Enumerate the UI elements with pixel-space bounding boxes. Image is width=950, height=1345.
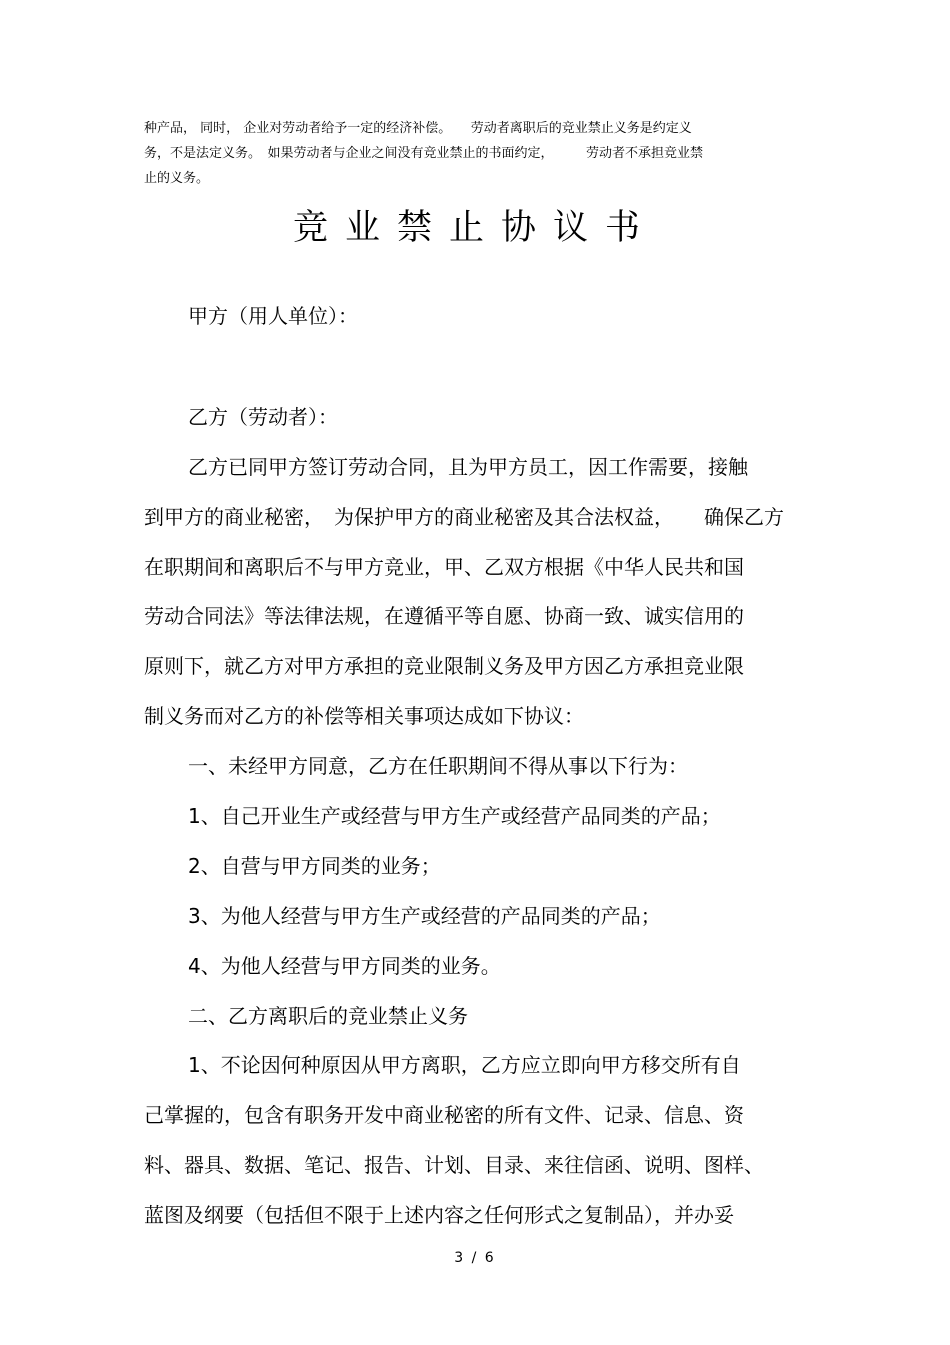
section-2-item-line: 料、器具、数据、笔记、报告、计划、目录、来往信函、说明、图样、 xyxy=(144,1153,764,1177)
header-note-line-1: 种产品， 同时， 企业对劳动者给予一定的经济补偿。 劳动者离职后的竞业禁止义务是约定义 xyxy=(144,121,692,136)
section-2-heading: 二、乙方离职后的竞业禁止义务 xyxy=(188,1004,468,1028)
section-1-item: 2、自营与甲方同类的业务； xyxy=(188,854,441,878)
section-1-item: 4、为他人经营与甲方同类的业务。 xyxy=(188,954,501,978)
document-title: 竞业禁止协议书 xyxy=(292,208,657,248)
section-2-item-line: 1、不论因何种原因从甲方离职，乙方应立即向甲方移交所有自 xyxy=(188,1053,741,1077)
preamble-line: 原则下，就乙方对甲方承担的竞业限制义务及甲方因乙方承担竞业限 xyxy=(144,654,744,678)
party-a-label: 甲方（用人单位）： xyxy=(188,304,358,328)
header-note-line-3: 止的义务。 xyxy=(144,171,210,186)
section-1-item: 1、自己开业生产或经营与甲方生产或经营产品同类的产品； xyxy=(188,804,721,828)
header-note-line-2: 务，不是法定义务。 如果劳动者与企业之间没有竞业禁止的书面约定， 劳动者不承担竞业禁 xyxy=(144,146,704,161)
preamble-line: 到甲方的商业秘密， 为保护甲方的商业秘密及其合法权益， 确保乙方 xyxy=(144,505,784,529)
preamble-line: 在职期间和离职后不与甲方竞业，甲、乙双方根据《中华人民共和国 xyxy=(144,555,744,579)
preamble-line: 劳动合同法》等法律法规，在遵循平等自愿、协商一致、诚实信用的 xyxy=(144,604,744,628)
section-2-item-line: 己掌握的，包含有职务开发中商业秘密的所有文件、记录、信息、资 xyxy=(144,1103,744,1127)
section-1-heading: 一、未经甲方同意，乙方在任职期间不得从事以下行为： xyxy=(188,754,688,778)
preamble-line: 制义务而对乙方的补偿等相关事项达成如下协议： xyxy=(144,704,584,728)
page-number: 3 / 6 xyxy=(454,1250,496,1266)
preamble-line: 乙方已同甲方签订劳动合同，且为甲方员工，因工作需要，接触 xyxy=(188,455,748,479)
section-2-item-line: 蓝图及纲要（包括但不限于上述内容之任何形式之复制品），并办妥 xyxy=(144,1203,734,1227)
section-1-item: 3、为他人经营与甲方生产或经营的产品同类的产品； xyxy=(188,904,661,928)
party-b-label: 乙方（劳动者）： xyxy=(188,405,338,429)
